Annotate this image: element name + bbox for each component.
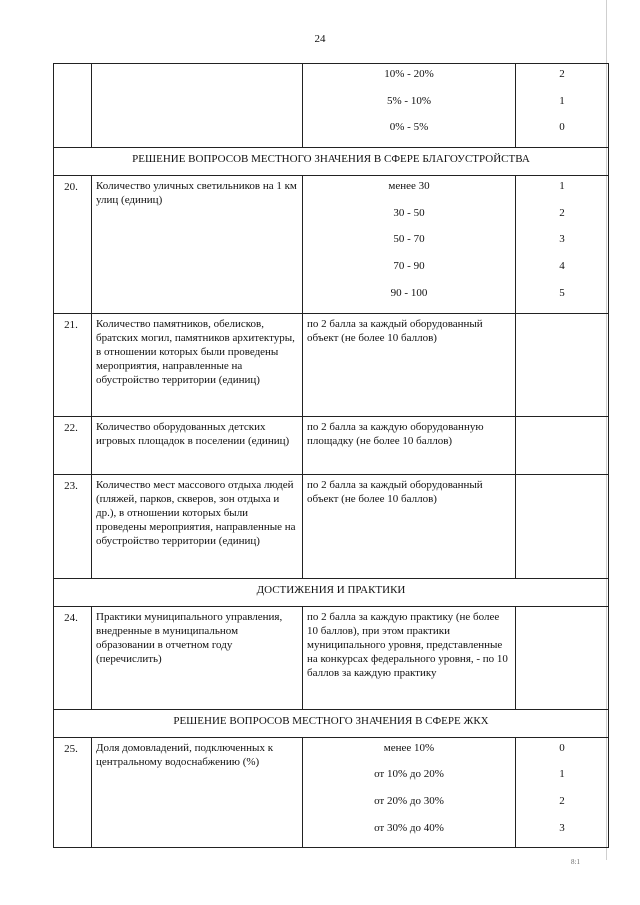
score-value: 5 bbox=[559, 286, 565, 299]
page-number: 24 bbox=[314, 33, 326, 45]
score-cell bbox=[516, 64, 609, 148]
range-value: от 20% до 30% bbox=[374, 794, 444, 807]
section-heading: ДОСТИЖЕНИЯ И ПРАКТИКИ bbox=[54, 578, 609, 606]
indicator-name: Количество мест массового отдыха людей (пляжей, парков, скверов, зон отдыха и др.), в отношении которых были проведены мероприятия, направленные на обустройство территории (единиц) bbox=[92, 474, 303, 578]
indicator-name: Количество оборудованных детских игровых площадок в поселении (единиц) bbox=[92, 416, 303, 474]
score-value: 3 bbox=[559, 821, 565, 834]
range-value: 30 - 50 bbox=[393, 206, 425, 219]
indicator-name: Практики муниципального управления, внедренные в муниципальном образовании в отчетном году (перечислить) bbox=[92, 606, 303, 709]
range-value: от 30% до 40% bbox=[374, 821, 444, 834]
indicator-name: Количество уличных светильников на 1 км улиц (единиц) bbox=[92, 176, 303, 313]
row-number: 22. bbox=[54, 416, 92, 474]
num-cell bbox=[54, 64, 92, 148]
section-heading: РЕШЕНИЕ ВОПРОСОВ МЕСТНОГО ЗНАЧЕНИЯ В СФЕРЕ БЛАГОУСТРОЙСТВА bbox=[54, 148, 609, 176]
table-row bbox=[54, 416, 609, 474]
row-number: 20. bbox=[54, 176, 92, 313]
table-row bbox=[54, 176, 609, 313]
score-value: 2 bbox=[559, 206, 565, 219]
range-value: 10% - 20% bbox=[384, 68, 434, 80]
corner-mark: 8:1 bbox=[571, 858, 580, 866]
score-cell bbox=[516, 313, 609, 416]
score-value: 3 bbox=[559, 233, 565, 246]
score-cell bbox=[516, 416, 609, 474]
range-value: 5% - 10% bbox=[387, 94, 431, 107]
table-row bbox=[54, 474, 609, 578]
section-heading: РЕШЕНИЕ ВОПРОСОВ МЕСТНОГО ЗНАЧЕНИЯ В СФЕРЕ ЖКХ bbox=[54, 709, 609, 737]
score-value: 4 bbox=[559, 260, 565, 273]
name-cell bbox=[92, 64, 303, 148]
section-row bbox=[54, 578, 609, 606]
score-cell bbox=[516, 606, 609, 709]
scoring-criteria: по 2 балла за каждый оборудованный объект (не более 10 баллов) bbox=[303, 313, 516, 416]
score-cell bbox=[516, 176, 609, 313]
score-value: 1 bbox=[559, 180, 565, 193]
range-value: 90 - 100 bbox=[390, 286, 428, 299]
table-row bbox=[54, 313, 609, 416]
table-row bbox=[54, 606, 609, 709]
range-value: менее 30 bbox=[388, 180, 430, 193]
range-value: от 10% до 20% bbox=[374, 768, 444, 781]
section-row bbox=[54, 148, 609, 176]
score-value: 2 bbox=[559, 794, 565, 807]
score-value: 1 bbox=[559, 94, 565, 107]
criteria-table bbox=[53, 63, 609, 848]
table-row bbox=[54, 64, 609, 148]
score-cell bbox=[516, 474, 609, 578]
score-value: 1 bbox=[559, 768, 565, 781]
indicator-name: Количество памятников, обелисков, братских могил, памятников архитектуры, в отношении которых были проведены мероприятия, направленные на обустройство территории (единиц) bbox=[92, 313, 303, 416]
range-value: 0% - 5% bbox=[389, 121, 429, 134]
indicator-name: Доля домовладений, подключенных к центральному водоснабжению (%) bbox=[92, 737, 303, 848]
section-row bbox=[54, 709, 609, 737]
range-value: 50 - 70 bbox=[393, 233, 425, 246]
row-number: 23. bbox=[54, 474, 92, 578]
range-cell bbox=[303, 737, 516, 848]
score-value: 0 bbox=[559, 741, 565, 754]
row-number: 25. bbox=[54, 737, 92, 848]
scoring-criteria: по 2 балла за каждый оборудованный объект (не более 10 баллов) bbox=[303, 474, 516, 578]
table-row bbox=[54, 737, 609, 848]
range-value: 70 - 90 bbox=[393, 260, 425, 273]
scoring-criteria: по 2 балла за каждую практику (не более 10 баллов), при этом практики муниципального уровня, представленные на конкурсах федерального уровня, - по 10 баллов за каждую практику bbox=[303, 606, 516, 709]
score-cell bbox=[516, 737, 609, 848]
scoring-criteria: по 2 балла за каждую оборудованную площадку (не более 10 баллов) bbox=[303, 416, 516, 474]
score-value: 0 bbox=[559, 121, 565, 134]
range-value: менее 10% bbox=[383, 741, 435, 754]
range-cell bbox=[303, 176, 516, 313]
range-cell bbox=[303, 64, 516, 148]
row-number: 21. bbox=[54, 313, 92, 416]
row-number: 24. bbox=[54, 606, 92, 709]
score-value: 2 bbox=[559, 68, 565, 80]
